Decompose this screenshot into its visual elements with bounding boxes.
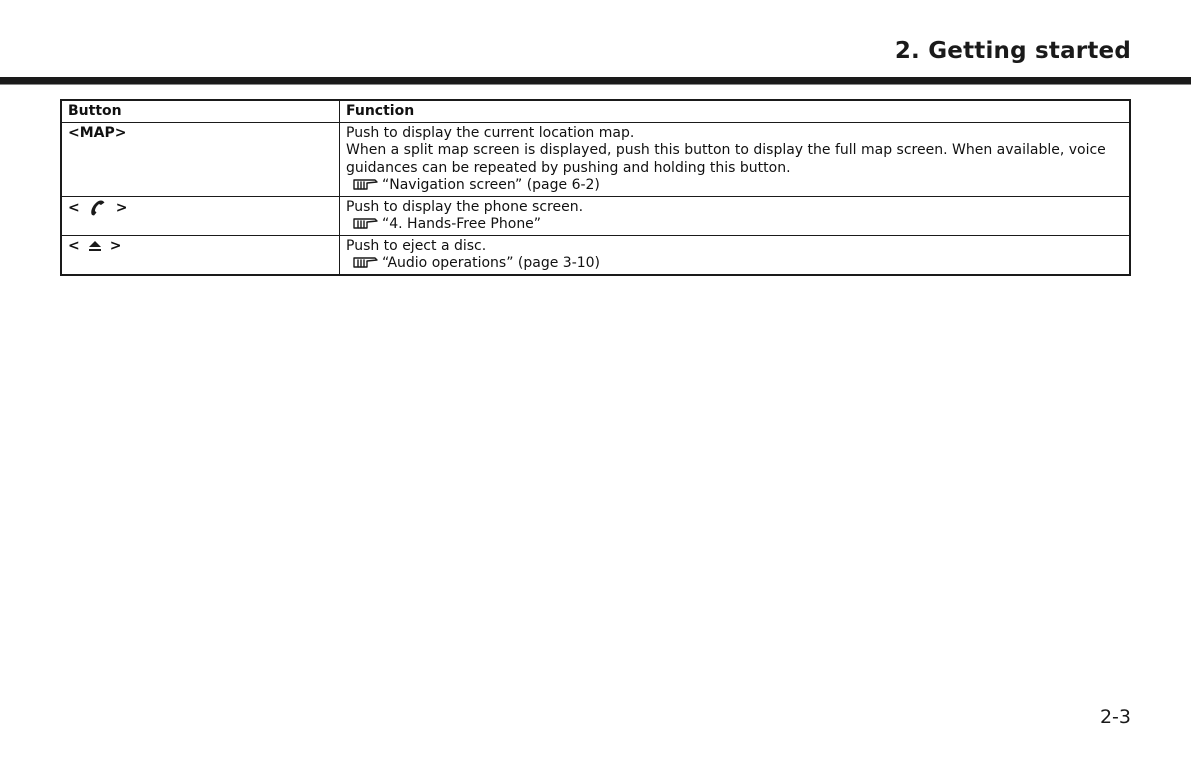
page-number: 2-3 xyxy=(1099,706,1131,728)
pointing-hand-reference-icon xyxy=(352,255,378,269)
header-rule xyxy=(0,77,1191,84)
bracket-close: > xyxy=(115,199,128,216)
button-cell-map: <MAP> xyxy=(61,122,340,196)
function-cell xyxy=(340,235,1131,275)
function-text: Push to display the phone screen. xyxy=(346,198,584,215)
reference-text[interactable]: “4. Hands-Free Phone” xyxy=(382,216,542,232)
reference-line xyxy=(346,177,1123,195)
function-cell xyxy=(340,122,1131,196)
table-row xyxy=(61,122,1130,196)
column-header-button: Button xyxy=(61,100,340,122)
function-text: Push to display the current location map. xyxy=(346,124,635,141)
pointing-hand-reference-icon xyxy=(352,177,378,191)
bracket-open: < xyxy=(68,237,80,254)
function-cell xyxy=(340,196,1131,235)
pointing-hand-reference-icon xyxy=(352,216,378,230)
eject-icon xyxy=(88,240,102,252)
table-row xyxy=(61,235,1130,275)
section-title: 2. Getting started xyxy=(894,38,1131,64)
reference-line xyxy=(346,216,1123,234)
bracket-open: < xyxy=(68,199,80,216)
table-row xyxy=(61,196,1130,235)
button-cell-eject xyxy=(61,235,340,275)
function-text: When a split map screen is displayed, push this button to display the full map screen. When available, voice guidances can be repeated by pushing and holding this button. xyxy=(346,142,1106,176)
phone-icon xyxy=(88,199,108,217)
reference-text[interactable]: “Navigation screen” (page 6-2) xyxy=(382,177,600,193)
table-header-row xyxy=(61,100,1130,122)
header-rule-thin xyxy=(0,84,1191,85)
button-cell-phone xyxy=(61,196,340,235)
button-function-table xyxy=(60,99,1131,276)
column-header-function: Function xyxy=(340,100,1131,122)
function-text: Push to eject a disc. xyxy=(346,237,487,254)
bracket-close: > xyxy=(109,237,122,254)
reference-line xyxy=(346,255,1123,273)
reference-text[interactable]: “Audio operations” (page 3-10) xyxy=(382,255,601,271)
